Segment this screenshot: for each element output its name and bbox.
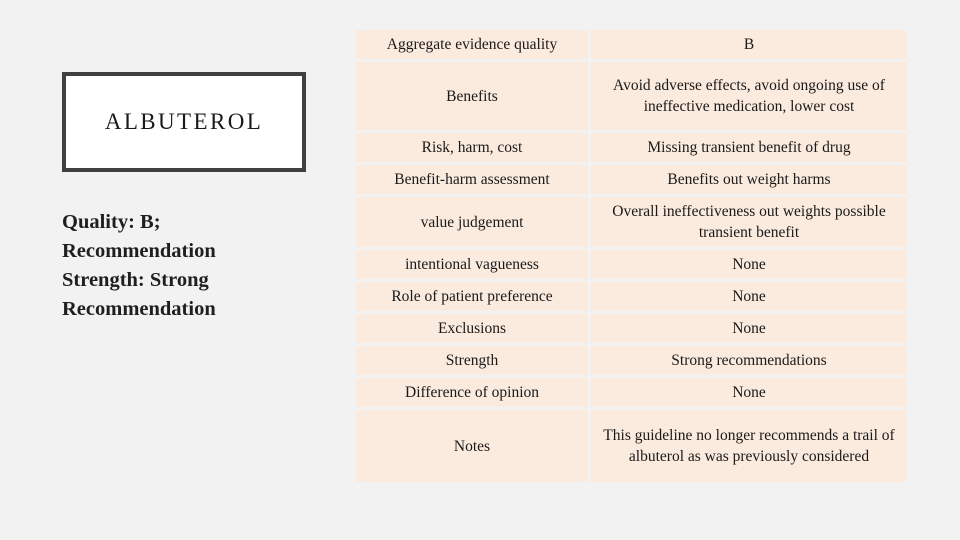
- quality-line-2: Recommendation: [62, 240, 216, 262]
- row-label: Risk, harm, cost: [356, 133, 588, 162]
- table-row: [356, 314, 907, 343]
- row-label: intentional vagueness: [356, 250, 588, 279]
- row-label: Aggregate evidence quality: [356, 30, 588, 59]
- table-row: [356, 62, 907, 130]
- row-value: B: [591, 30, 907, 59]
- row-label: Notes: [356, 410, 588, 482]
- table-row: [356, 133, 907, 162]
- row-value: Benefits out weight harms: [591, 165, 907, 194]
- quality-line-1: Quality: B;: [62, 211, 161, 233]
- evidence-profile-table: [353, 27, 910, 485]
- row-value: This guideline no longer recommends a trail of albuterol as was previously considered: [591, 410, 907, 482]
- row-value: None: [591, 250, 907, 279]
- table-row: [356, 197, 907, 247]
- table-row: [356, 378, 907, 407]
- row-label: value judgement: [356, 197, 588, 247]
- row-value: Strong recommendations: [591, 346, 907, 375]
- row-value: Overall ineffectiveness out weights possible transient benefit: [591, 197, 907, 247]
- table-row: [356, 346, 907, 375]
- row-value: None: [591, 314, 907, 343]
- table-row: [356, 30, 907, 59]
- quality-line-3: Strength: Strong: [62, 269, 209, 291]
- row-label: Strength: [356, 346, 588, 375]
- table-row: [356, 250, 907, 279]
- row-value: None: [591, 282, 907, 311]
- row-label: Benefit-harm assessment: [356, 165, 588, 194]
- row-label: Difference of opinion: [356, 378, 588, 407]
- row-value: None: [591, 378, 907, 407]
- table-row: [356, 282, 907, 311]
- row-label: Exclusions: [356, 314, 588, 343]
- table-row: [356, 410, 907, 482]
- drug-title-text: ALBUTEROL: [104, 109, 264, 134]
- table-row: [356, 165, 907, 194]
- drug-title-box: [62, 72, 306, 172]
- row-value: Avoid adverse effects, avoid ongoing use of ineffective medication, lower cost: [591, 62, 907, 130]
- quality-line-4: Recommendation: [62, 298, 216, 320]
- row-label: Benefits: [356, 62, 588, 130]
- quality-summary: [62, 208, 332, 324]
- row-label: Role of patient preference: [356, 282, 588, 311]
- row-value: Missing transient benefit of drug: [591, 133, 907, 162]
